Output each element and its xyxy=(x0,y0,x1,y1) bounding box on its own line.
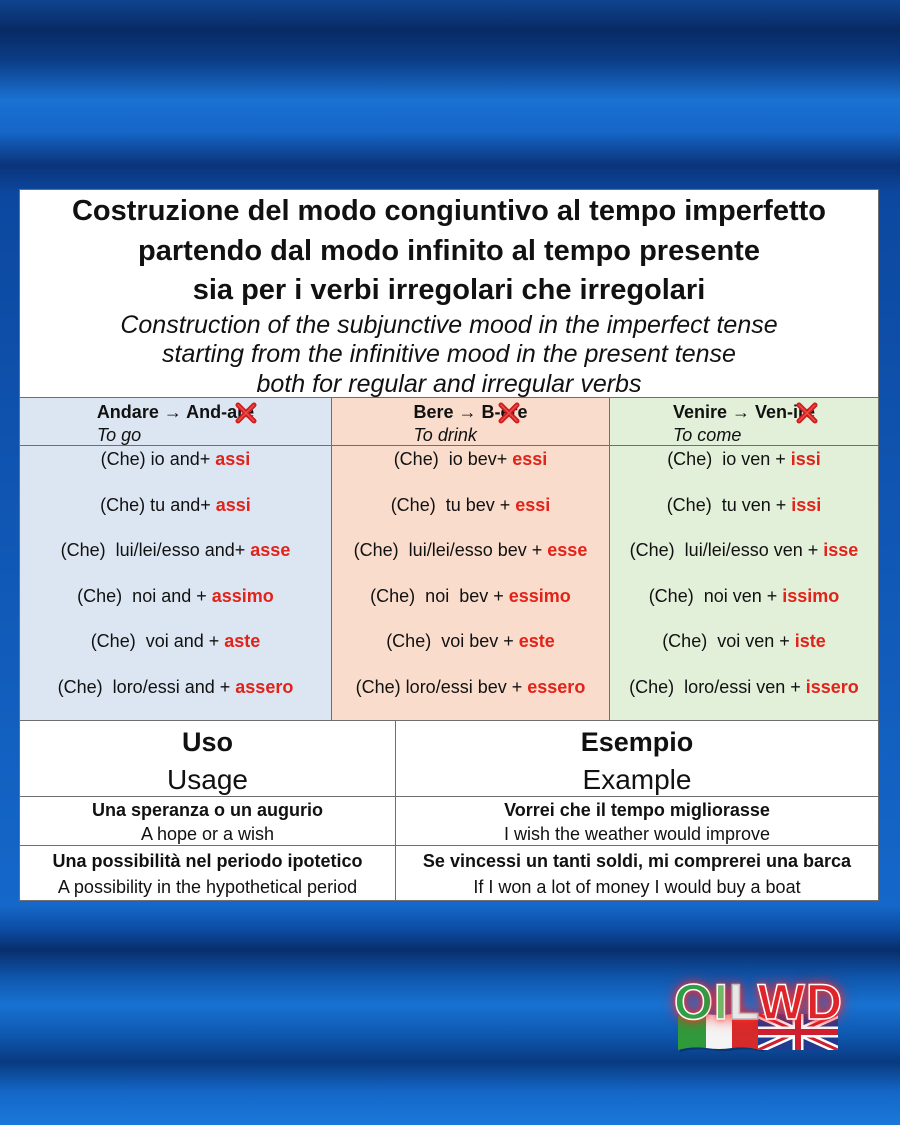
red-cross-icon xyxy=(794,401,820,425)
red-cross-icon xyxy=(496,401,522,425)
verb-stem: Bere → B- xyxy=(413,402,501,422)
verb-translation: To drink xyxy=(413,425,477,445)
row-ending: essero xyxy=(527,676,586,697)
row-subject-stem: (Che) voi bev + xyxy=(386,631,514,652)
title-italian-line-3: sia per i verbi irregolari che irregolari xyxy=(192,274,706,306)
logo-letter: D xyxy=(805,974,843,1030)
verb-stem: Venire → Ven-i xyxy=(672,402,799,422)
conjugation-row xyxy=(20,583,331,629)
row-subject-stem: (Che) io ven + xyxy=(667,449,786,469)
row-ending: assi xyxy=(215,494,251,515)
row-ending: issero xyxy=(805,676,859,697)
row-subject-stem: (Che) lui/lei/esso ven + xyxy=(629,540,819,561)
conjugation-row xyxy=(20,446,331,492)
example-cell xyxy=(396,846,878,900)
row-subject-stem: (Che) noi and + xyxy=(77,585,207,606)
verb-header-block xyxy=(673,401,815,447)
example-header-italian: Esempio xyxy=(580,727,694,757)
row-ending: essi xyxy=(512,449,548,469)
logo-letter: O xyxy=(674,974,714,1030)
verb-derivation xyxy=(673,401,815,424)
conjugation-row xyxy=(610,628,878,674)
row-ending: esse xyxy=(547,540,588,561)
row-ending: aste xyxy=(224,631,261,652)
title-english-line-1: Construction of the subjunctive mood in the imperfect tense xyxy=(120,310,778,339)
removed-ending xyxy=(237,401,254,424)
column-venire xyxy=(610,398,878,720)
conjugation-row xyxy=(610,583,878,629)
verb-derivation xyxy=(97,401,254,424)
row-ending: este xyxy=(518,631,555,652)
row-subject-stem: (Che) lui/lei/esso and+ xyxy=(60,540,246,561)
removed-ending-text: er xyxy=(500,402,518,422)
logo-letter: W xyxy=(757,974,806,1030)
row-ending: assi xyxy=(215,449,251,469)
verb-header xyxy=(332,398,609,446)
conjugation-row xyxy=(332,583,609,629)
logo-wordmark xyxy=(674,974,843,1030)
usage-table xyxy=(20,720,878,900)
removed-ending-text: re xyxy=(237,402,255,422)
row-ending: assero xyxy=(235,676,294,697)
removed-ending xyxy=(501,401,518,424)
oilwd-logo xyxy=(670,972,856,1056)
row-subject-stem: (Che) tu and+ xyxy=(100,494,211,515)
logo-letter: L xyxy=(728,974,758,1030)
row-subject-stem: (Che) voi and + xyxy=(90,631,220,652)
cross-highlight xyxy=(501,405,517,421)
conjugation-row xyxy=(20,537,331,583)
example-italian: Se vincessi un tanti soldi, mi comprerei una barca xyxy=(422,851,852,871)
row-subject-stem: (Che) io and+ xyxy=(100,449,211,469)
usage-english: A possibility in the hypothetical period xyxy=(57,877,358,897)
conjugation-row xyxy=(610,492,878,538)
row-ending: essi xyxy=(515,494,551,515)
verb-trailing-letter: e xyxy=(517,402,528,422)
usage-cell xyxy=(20,846,396,900)
verb-derivation xyxy=(413,401,527,424)
usage-header-english: Usage xyxy=(167,764,248,795)
verb-header-block xyxy=(97,401,254,447)
conjugation-row xyxy=(610,446,878,492)
row-subject-stem: (Che) voi ven + xyxy=(662,631,790,652)
conjugation-row xyxy=(332,446,609,492)
subjunctive-card xyxy=(20,190,878,900)
verb-header xyxy=(610,398,878,446)
row-ending: asse xyxy=(250,540,291,561)
row-subject-stem: (Che) loro/essi bev + xyxy=(355,676,523,697)
removed-ending xyxy=(798,401,815,424)
row-ending: issi xyxy=(791,494,822,515)
example-english: If I won a lot of money I would buy a boat xyxy=(473,877,801,897)
conjugation-row xyxy=(610,674,878,720)
row-subject-stem: (Che) io bev+ xyxy=(393,449,508,469)
conjugation-section xyxy=(20,398,878,720)
red-cross-icon xyxy=(233,401,259,425)
row-subject-stem: (Che) lui/lei/esso bev + xyxy=(353,540,543,561)
row-ending: isse xyxy=(823,540,859,561)
verb-translation: To go xyxy=(96,425,142,445)
conjugation-row xyxy=(20,674,331,720)
column-bere xyxy=(332,398,610,720)
usage-header-cell xyxy=(20,721,396,797)
row-ending: issi xyxy=(790,449,821,469)
row-ending: iste xyxy=(794,631,826,652)
conjugation-row xyxy=(610,537,878,583)
row-subject-stem: (Che) noi ven + xyxy=(648,585,778,606)
row-ending: assimo xyxy=(211,585,274,606)
conjugation-row xyxy=(332,628,609,674)
verb-translation: To come xyxy=(672,425,742,445)
removed-ending-text: re xyxy=(798,402,816,422)
row-subject-stem: (Che) loro/essi and + xyxy=(57,676,231,697)
usage-header-italian: Uso xyxy=(181,727,233,757)
example-header-english: Example xyxy=(582,764,692,795)
title-english-line-3: both for regular and irregular verbs xyxy=(256,369,642,398)
row-ending: essimo xyxy=(508,585,571,606)
conjugation-row xyxy=(332,674,609,720)
title-block xyxy=(20,190,878,398)
logo-letter: I xyxy=(713,974,729,1030)
usage-italian: Una speranza o un augurio xyxy=(91,800,324,820)
verb-header xyxy=(20,398,331,446)
title-english-line-2: starting from the infinitive mood in the present tense xyxy=(162,340,736,368)
conjugation-row xyxy=(20,628,331,674)
conjugation-row xyxy=(20,492,331,538)
row-subject-stem: (Che) loro/essi ven + xyxy=(629,676,801,697)
example-italian: Vorrei che il tempo migliorasse xyxy=(504,800,770,820)
cross-highlight xyxy=(799,405,815,421)
row-subject-stem: (Che) noi bev + xyxy=(370,585,504,606)
conjugation-row xyxy=(332,537,609,583)
example-header-cell xyxy=(396,721,878,797)
verb-stem: Andare → And-a xyxy=(96,402,238,422)
conjugation-row xyxy=(332,492,609,538)
usage-cell xyxy=(20,797,396,846)
example-english: I wish the weather would improve xyxy=(503,824,771,844)
usage-english: A hope or a wish xyxy=(140,824,275,844)
title-italian-line-1: Costruzione del modo congiuntivo al tempo imperfetto xyxy=(71,195,826,227)
cross-highlight xyxy=(238,405,254,421)
example-cell xyxy=(396,797,878,846)
verb-header-block xyxy=(413,401,527,447)
usage-italian: Una possibilità nel periodo ipotetico xyxy=(52,851,363,871)
row-ending: issimo xyxy=(782,585,840,606)
row-subject-stem: (Che) tu ven + xyxy=(666,494,787,515)
column-andare xyxy=(20,398,332,720)
title-italian-line-2: partendo dal modo infinito al tempo presente xyxy=(138,234,760,267)
row-subject-stem: (Che) tu bev + xyxy=(390,494,511,515)
